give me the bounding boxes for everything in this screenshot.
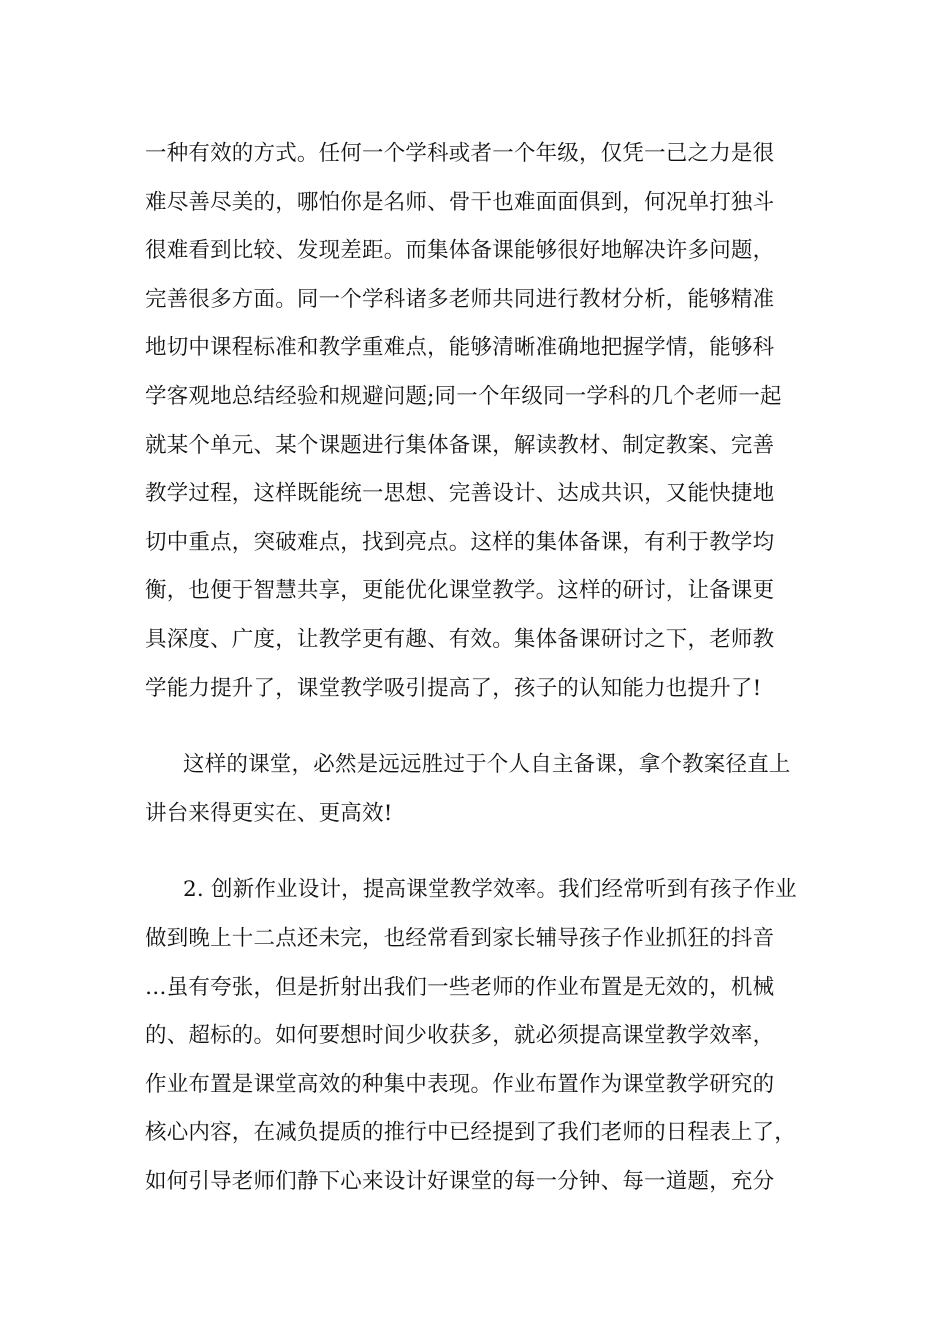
text-line: 很难看到比较、发现差距。而集体备课能够很好地解决许多问题， <box>145 238 775 264</box>
paragraph-homework-design <box>145 866 807 1206</box>
text-line: 作业布置是课堂高效的种集中表现。作业布置作为课堂教学研究的 <box>145 1071 775 1097</box>
text-line: 衡，也便于智慧共享，更能优化课堂教学。这样的研讨，让备课更 <box>145 578 775 604</box>
text-line: 讲台来得更实在、更高效! <box>145 800 393 826</box>
text-line: …虽有夸张，但是折射出我们一些老师的作业布置是无效的，机械 <box>145 974 775 1000</box>
text-line: 完善很多方面。同一个学科诸多老师共同进行教材分析，能够精准 <box>145 286 775 312</box>
text-line: 切中重点，突破难点，找到亮点。这样的集体备课，有利于教学均 <box>145 529 775 555</box>
text-line: 做到晚上十二点还未完，也经常看到家长辅导孩子作业抓狂的抖音 <box>145 925 775 951</box>
paragraph-classroom-conclusion <box>145 741 807 838</box>
text-line: 核心内容，在减负提质的推行中已经提到了我们老师的日程表上了， <box>145 1120 797 1146</box>
document-page <box>145 130 807 1206</box>
text-line: 难尽善尽美的，哪怕你是名师、骨干也难面面俱到，何况单打独斗 <box>145 189 775 215</box>
text-line: 2. 创新作业设计，提高课堂教学效率。我们经常听到有孩子作业 <box>183 877 797 903</box>
text-line: 一种有效的方式。任何一个学科或者一个年级，仅凭一己之力是很 <box>145 141 775 166</box>
text-line: 学能力提升了，课堂教学吸引提高了，孩子的认知能力也提升了! <box>145 675 762 701</box>
text-line: 地切中课程标准和教学重难点，能够清晰准确地把握学情，能够科 <box>145 335 775 361</box>
text-line: 教学过程，这样既能统一思想、完善设计、达成共识，又能快捷地 <box>145 481 775 507</box>
text-line: 学客观地总结经验和规避问题;同一个年级同一学科的几个老师一起 <box>145 383 782 409</box>
text-line: 就某个单元、某个课题进行集体备课，解读教材、制定教案、完善 <box>145 432 775 458</box>
text-line: 如何引导老师们静下心来设计好课堂的每一分钟、每一道题，充分 <box>145 1168 775 1194</box>
text-line: 具深度、广度，让教学更有趣、有效。集体备课研讨之下，老师教 <box>145 626 775 652</box>
text-line: 的、超标的。如何要想时间少收获多，就必须提高课堂教学效率， <box>145 1023 775 1049</box>
text-line: 这样的课堂，必然是远远胜过于个人自主备课，拿个教案径直上 <box>183 752 791 778</box>
paragraph-collective-lesson-prep <box>145 130 807 713</box>
